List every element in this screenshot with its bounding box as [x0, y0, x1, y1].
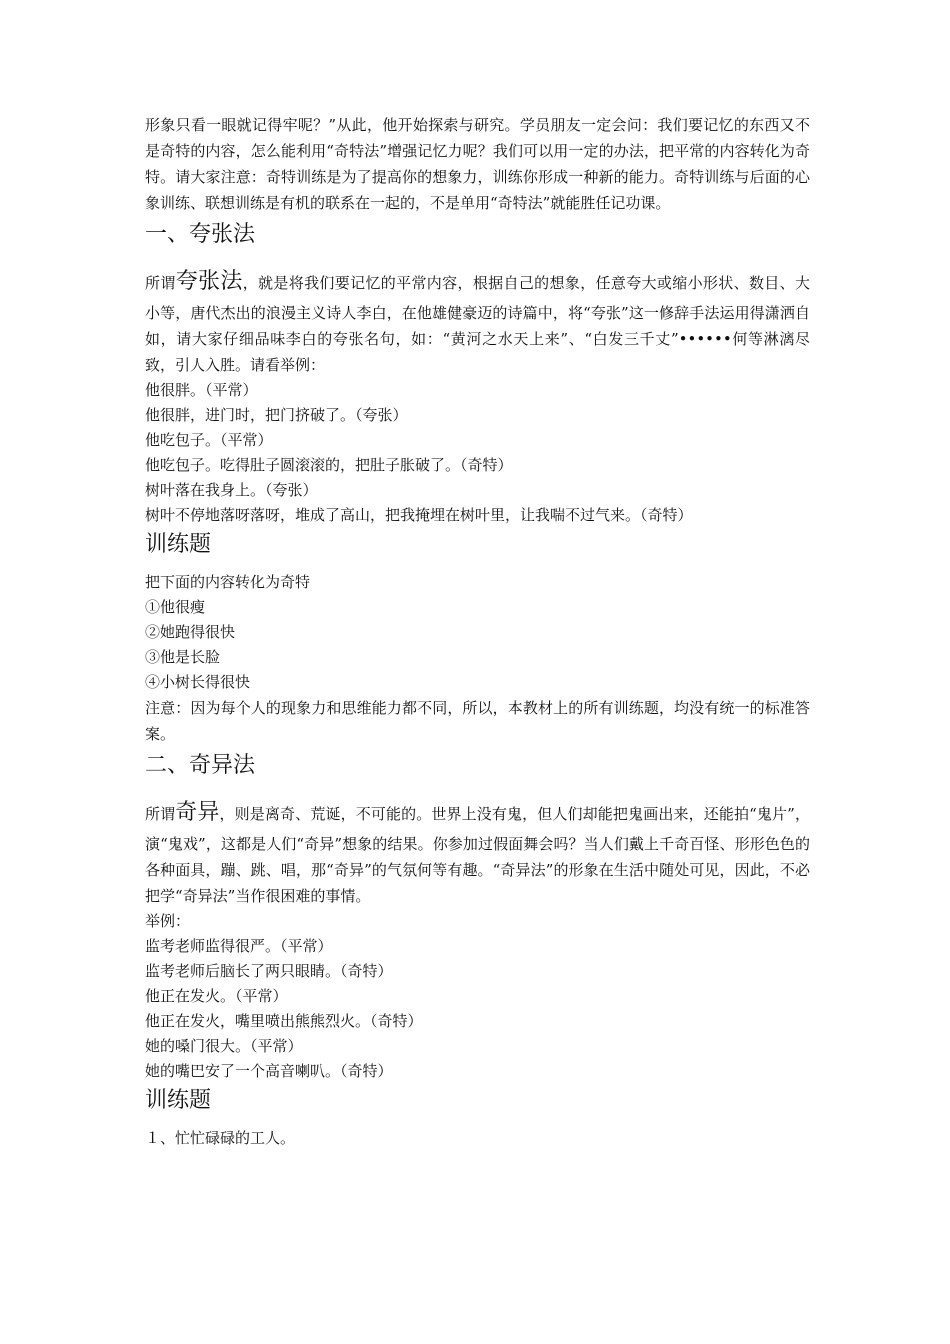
section1-lead-paragraph: [145, 266, 810, 378]
example-line: 他很胖。（平常）: [145, 381, 258, 399]
example-line: 他很胖，进门时，把门挤破了。（夸张）: [145, 406, 408, 424]
section1-lead-rest: ，就是将我们要记忆的平常内容，根据自己的想象，任意夸大或缩小形状、数目、大小等，唐代杰出的浪漫主义诗人李白，在他雄健豪迈的诗篇中，将“夸张”这一修辞手法运用得潇洒自如，请大家仔细品味李白的夸张名句，如：“黄河之水天上来”、“白发三千丈”••••••何等淋漓尽致，引人入胜。请看举例：: [145, 274, 810, 374]
example-line: 她的嗓门很大。（平常）: [145, 1037, 303, 1055]
section2-lead-term: 奇异: [175, 800, 220, 825]
section1-examples: [145, 378, 810, 528]
example-line: 他正在发火。（平常）: [145, 987, 288, 1005]
intro-paragraph: 形象只看一眼就记得牢呢？”从此，他开始探索与研究。学员朋友一定会问：我们要记忆的东西又不是奇特的内容，怎么能利用“奇特法”增强记忆力呢？我们可以用一定的办法，把平常的内容转化为奇特。请大家注意：奇特训练是为了提高你的想象力，训练你形成一种新的能力。奇特训练与后面的心象训练、联想训练是有机的联系在一起的，不是单用“奇特法”就能胜任记功课。: [145, 116, 810, 212]
examples-label: 举例：: [145, 912, 191, 930]
document-page: [145, 112, 810, 1151]
section2-lead-rest: ，则是离奇、荒诞，不可能的。世界上没有鬼，但人们却能把鬼画出来，还能拍“鬼片”，演“鬼戏”，这都是人们“奇异”想象的结果。你参加过假面舞会吗？当人们戴上千奇百怪、形形色色的各种面具，蹦、跳、唱，那“奇异”的气氛何等有趣。“奇异法”的形象在生活中随处可见，因此，不必把学“奇异法”当作很困难的事情。: [145, 805, 810, 905]
example-line: 监考老师后脑长了两只眼睛。（奇特）: [145, 962, 393, 980]
section1-lead-term: 夸张法: [175, 269, 243, 294]
section2-examples: [145, 909, 810, 1084]
exercise-item: ①他很瘦: [145, 598, 206, 616]
section1-exercises: [145, 570, 810, 695]
section2-exercise-heading: 训练题: [145, 1088, 212, 1113]
exercise-item: ②她跑得很快: [145, 623, 236, 641]
example-line: 她的嘴巴安了一个高音喇叭。（奇特）: [145, 1062, 393, 1080]
exercise-intro: 把下面的内容转化为奇特: [145, 573, 311, 591]
section2-lead-prefix: 所谓: [145, 805, 176, 823]
exercise-item: ③他是长脸: [145, 648, 221, 666]
example-line: 他吃包子。（平常）: [145, 431, 273, 449]
example-line: 监考老师监得很严。（平常）: [145, 937, 333, 955]
example-line: 他正在发火，嘴里喷出熊熊烈火。（奇特）: [145, 1012, 423, 1030]
section1-exercise-heading: 训练题: [145, 532, 212, 557]
section2-heading: 二、奇异法: [145, 753, 256, 778]
section2-exercises: [145, 1126, 810, 1151]
example-line: 树叶不停地落呀落呀，堆成了高山，把我掩埋在树叶里，让我喘不过气来。（奇特）: [145, 506, 693, 524]
section1-heading: 一、夸张法: [145, 222, 256, 247]
section1-note: 注意：因为每个人的现象力和思维能力都不同，所以，本教材上的所有训练题，均没有统一的标准答案。: [145, 699, 810, 743]
section2-lead-paragraph: [145, 797, 810, 909]
example-line: 他吃包子。吃得肚子圆滚滚的，把肚子胀破了。（奇特）: [145, 456, 513, 474]
exercise-item: １、忙忙碌碌的工人。: [145, 1129, 296, 1147]
exercise-item: ④小树长得很快: [145, 673, 251, 691]
example-line: 树叶落在我身上。（夸张）: [145, 481, 318, 499]
section1-lead-prefix: 所谓: [145, 274, 176, 292]
